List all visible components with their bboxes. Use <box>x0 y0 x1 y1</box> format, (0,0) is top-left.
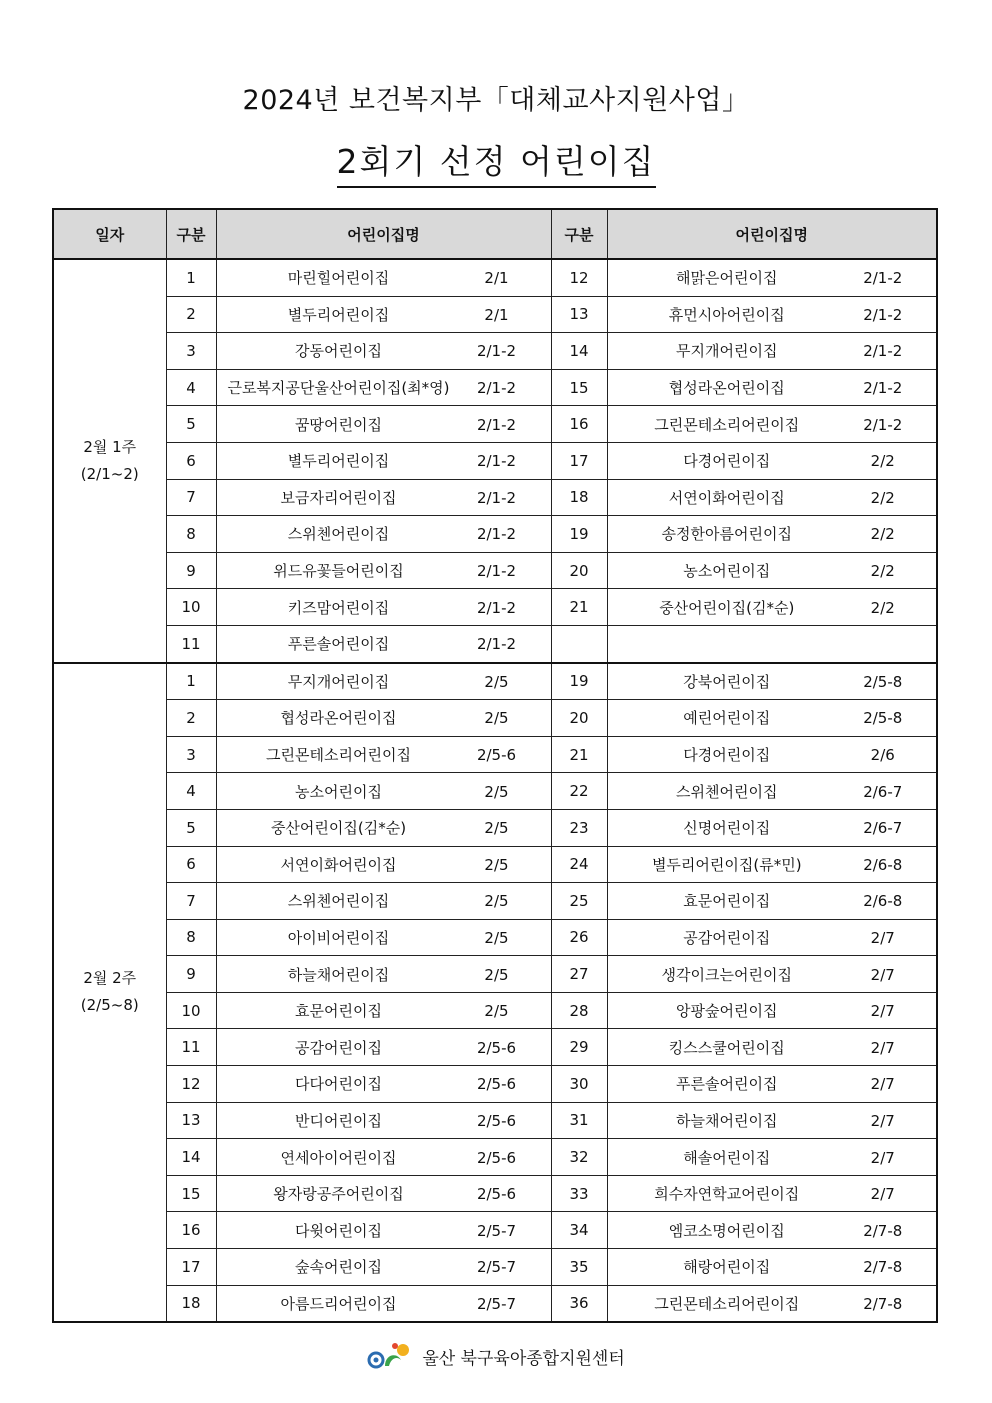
daycare-name: 생각이크는어린이집 <box>661 965 792 984</box>
right-name-cell <box>607 956 937 993</box>
support-date: 2/6-8 <box>863 855 903 874</box>
left-no-cell: 3 <box>166 333 216 370</box>
left-name-cell <box>216 369 551 406</box>
left-no-cell: 4 <box>166 773 216 810</box>
document-title: 2024년 보건복지부「대체교사지원사업」 <box>242 85 750 116</box>
support-date: 2/5 <box>484 855 509 874</box>
week-cell <box>53 259 166 663</box>
right-no-cell: 25 <box>551 883 607 920</box>
header-name: 어린이집명 <box>216 209 551 259</box>
left-name-cell <box>216 1102 551 1139</box>
daycare-name: 무지개어린이집 <box>287 672 390 691</box>
table-row <box>53 442 937 479</box>
support-date: 2/5-8 <box>863 672 903 691</box>
support-date: 2/1-2 <box>476 452 517 471</box>
table-row <box>53 883 937 920</box>
daycare-name: 공감어린이집 <box>683 928 771 947</box>
daycare-name: 협성라온어린이집 <box>668 379 785 398</box>
right-name-cell <box>607 516 937 553</box>
right-name-cell <box>607 625 937 662</box>
daycare-name: 꿈땅어린이집 <box>295 415 382 434</box>
table-row <box>53 1175 937 1212</box>
left-name-cell <box>216 956 551 993</box>
left-name-cell <box>216 992 551 1029</box>
support-date: 2/5-7 <box>476 1221 517 1240</box>
support-date: 2/5 <box>484 928 509 947</box>
header-no-right: 구분 <box>551 209 607 259</box>
daycare-name: 강북어린이집 <box>683 672 771 691</box>
week-label: 2월 1주 <box>83 437 137 456</box>
daycare-name: 반디어린이집 <box>295 1111 382 1130</box>
daycare-name: 농소어린이집 <box>295 782 382 801</box>
right-name-cell <box>607 442 937 479</box>
left-no-cell: 7 <box>166 479 216 516</box>
left-no-cell: 10 <box>166 992 216 1029</box>
right-name-cell <box>607 369 937 406</box>
left-name-cell <box>216 1175 551 1212</box>
support-date: 2/2 <box>870 525 895 544</box>
support-date: 2/1-2 <box>863 305 903 324</box>
right-name-cell <box>607 1029 937 1066</box>
table-row <box>53 333 937 370</box>
left-no-cell: 9 <box>166 552 216 589</box>
table-row <box>53 296 937 333</box>
support-date: 2/2 <box>870 488 895 507</box>
left-name-cell <box>216 773 551 810</box>
left-no-cell: 10 <box>166 589 216 626</box>
left-no-cell: 6 <box>166 442 216 479</box>
daycare-name: 협성라온어린이집 <box>280 709 397 728</box>
table-row <box>53 552 937 589</box>
support-date: 2/6 <box>870 746 895 765</box>
left-name-cell <box>216 589 551 626</box>
support-date: 2/1-2 <box>863 269 903 288</box>
left-name-cell <box>216 846 551 883</box>
support-date: 2/7-8 <box>863 1258 903 1277</box>
right-name-cell <box>607 919 937 956</box>
right-no-cell: 21 <box>551 736 607 773</box>
table-row <box>53 700 937 737</box>
left-name-cell <box>216 919 551 956</box>
left-no-cell: 4 <box>166 369 216 406</box>
left-name-cell <box>216 442 551 479</box>
week-cell <box>53 663 166 1323</box>
daycare-name: 왕자랑공주어린이집 <box>273 1185 404 1204</box>
support-date: 2/1-2 <box>476 635 517 654</box>
support-date: 2/5-7 <box>476 1294 517 1313</box>
support-date: 2/7 <box>870 1111 895 1130</box>
support-date: 2/1-2 <box>863 379 903 398</box>
left-name-cell <box>216 1249 551 1286</box>
left-name-cell <box>216 663 551 700</box>
daycare-name: 보금자리어린이집 <box>280 488 397 507</box>
support-date: 2/6-7 <box>863 782 903 801</box>
left-no-cell: 2 <box>166 296 216 333</box>
table-row <box>53 736 937 773</box>
left-no-cell: 6 <box>166 846 216 883</box>
table-row <box>53 956 937 993</box>
right-name-cell <box>607 846 937 883</box>
daycare-name: 엠코소명어린이집 <box>668 1221 785 1240</box>
right-no-cell: 20 <box>551 700 607 737</box>
selection-table <box>52 208 938 1323</box>
table-row <box>53 919 937 956</box>
left-no-cell: 18 <box>166 1285 216 1322</box>
right-name-cell <box>607 1249 937 1286</box>
right-name-cell <box>607 479 937 516</box>
right-name-cell <box>607 333 937 370</box>
right-no-cell: 22 <box>551 773 607 810</box>
right-name-cell <box>607 1102 937 1139</box>
daycare-name: 별두리어린이집 <box>287 452 390 471</box>
right-name-cell <box>607 992 937 1029</box>
daycare-name: 킹스스쿨어린이집 <box>668 1038 785 1057</box>
left-name-cell <box>216 333 551 370</box>
right-name-cell <box>607 259 937 296</box>
support-date: 2/6-8 <box>863 892 903 911</box>
daycare-name: 휴먼시아어린이집 <box>668 305 785 324</box>
table-row <box>53 1285 937 1322</box>
table-row <box>53 516 937 553</box>
daycare-name: 중산어린이집(김*순) <box>659 598 795 617</box>
daycare-name: 공감어린이집 <box>295 1038 382 1057</box>
left-no-cell: 13 <box>166 1102 216 1139</box>
daycare-name: 스위첸어린이집 <box>287 525 390 544</box>
daycare-name: 그린몬테소리어린이집 <box>654 415 800 434</box>
right-name-cell <box>607 773 937 810</box>
support-date: 2/1-2 <box>476 342 517 361</box>
right-no-cell: 31 <box>551 1102 607 1139</box>
table-row <box>53 846 937 883</box>
table-row <box>53 992 937 1029</box>
week-label: 2월 2주 <box>83 969 137 988</box>
daycare-name: 푸른솔어린이집 <box>287 635 390 654</box>
daycare-name: 강동어린이집 <box>295 342 382 361</box>
left-name-cell <box>216 625 551 662</box>
daycare-name: 숲속어린이집 <box>295 1258 382 1277</box>
support-date: 2/1-2 <box>476 488 517 507</box>
support-date: 2/7 <box>870 965 895 984</box>
support-date: 2/7-8 <box>863 1294 903 1313</box>
daycare-name: 연세아이어린이집 <box>280 1148 397 1167</box>
daycare-name: 하늘채어린이집 <box>676 1111 778 1130</box>
left-name-cell <box>216 1139 551 1176</box>
left-name-cell <box>216 736 551 773</box>
support-date: 2/1-2 <box>863 415 903 434</box>
support-date: 2/7 <box>870 1038 895 1057</box>
support-date: 2/2 <box>870 452 895 471</box>
table-header-row <box>53 209 937 259</box>
footer <box>0 1340 992 1372</box>
left-name-cell <box>216 1212 551 1249</box>
table-row <box>53 809 937 846</box>
daycare-name: 위드유꽃들어린이집 <box>273 562 404 581</box>
support-date: 2/7 <box>870 1148 895 1167</box>
daycare-name: 서연이화어린이집 <box>280 855 397 874</box>
right-name-cell <box>607 1285 937 1322</box>
left-no-cell: 8 <box>166 919 216 956</box>
left-name-cell <box>216 259 551 296</box>
left-no-cell: 17 <box>166 1249 216 1286</box>
support-date: 2/1 <box>484 305 509 324</box>
table-row <box>53 1139 937 1176</box>
table-row <box>53 1249 937 1286</box>
daycare-name: 농소어린이집 <box>683 562 771 581</box>
right-no-cell: 35 <box>551 1249 607 1286</box>
support-date: 2/7 <box>870 928 895 947</box>
right-name-cell <box>607 700 937 737</box>
daycare-name: 다다어린이집 <box>295 1075 382 1094</box>
center-logo-icon <box>367 1340 413 1372</box>
daycare-name: 해솔어린이집 <box>683 1148 771 1167</box>
right-no-cell: 26 <box>551 919 607 956</box>
right-no-cell: 29 <box>551 1029 607 1066</box>
support-date: 2/5 <box>484 892 509 911</box>
right-no-cell: 14 <box>551 333 607 370</box>
right-no-cell: 24 <box>551 846 607 883</box>
right-no-cell: 16 <box>551 406 607 443</box>
right-no-cell: 13 <box>551 296 607 333</box>
daycare-name: 별두리어린이집(류*민) <box>651 855 802 874</box>
right-no-cell: 32 <box>551 1139 607 1176</box>
left-no-cell: 1 <box>166 663 216 700</box>
right-no-cell <box>551 625 607 662</box>
right-name-cell <box>607 809 937 846</box>
table-row <box>53 1212 937 1249</box>
support-date: 2/5 <box>484 819 509 838</box>
table-row <box>53 369 937 406</box>
daycare-name: 해맑은어린이집 <box>676 269 778 288</box>
table-row <box>53 1029 937 1066</box>
left-name-cell <box>216 516 551 553</box>
header-name-right: 어린이집명 <box>607 209 937 259</box>
support-date: 2/6-7 <box>863 819 903 838</box>
right-no-cell: 18 <box>551 479 607 516</box>
support-date: 2/7 <box>870 1002 895 1021</box>
table-row <box>53 479 937 516</box>
left-no-cell: 3 <box>166 736 216 773</box>
support-date: 2/1-2 <box>476 379 517 398</box>
daycare-name: 하늘채어린이집 <box>287 965 390 984</box>
left-no-cell: 1 <box>166 259 216 296</box>
support-date: 2/7-8 <box>863 1221 903 1240</box>
header-no: 구분 <box>166 209 216 259</box>
support-date: 2/5-6 <box>476 746 517 765</box>
daycare-name: 앙팡숲어린이집 <box>676 1002 778 1021</box>
daycare-name: 아이비어린이집 <box>287 928 390 947</box>
right-no-cell: 27 <box>551 956 607 993</box>
table-row <box>53 1066 937 1103</box>
support-date: 2/1-2 <box>476 415 517 434</box>
support-date: 2/2 <box>870 598 895 617</box>
support-date: 2/1-2 <box>476 562 517 581</box>
support-date: 2/2 <box>870 562 895 581</box>
left-name-cell <box>216 552 551 589</box>
right-name-cell <box>607 589 937 626</box>
right-no-cell: 17 <box>551 442 607 479</box>
right-name-cell <box>607 736 937 773</box>
right-no-cell: 28 <box>551 992 607 1029</box>
right-no-cell: 12 <box>551 259 607 296</box>
left-no-cell: 11 <box>166 1029 216 1066</box>
left-name-cell <box>216 406 551 443</box>
left-name-cell <box>216 700 551 737</box>
table-row <box>53 663 937 700</box>
support-date: 2/7 <box>870 1185 895 1204</box>
table-row <box>53 406 937 443</box>
daycare-name: 서연이화어린이집 <box>668 488 785 507</box>
daycare-name: 마린힐어린이집 <box>287 269 390 288</box>
daycare-name: 송정한아름어린이집 <box>661 525 792 544</box>
left-name-cell <box>216 1285 551 1322</box>
daycare-name: 아름드리어린이집 <box>280 1294 397 1313</box>
document-subtitle: 2회기 선정 어린이집 <box>337 136 656 188</box>
left-no-cell: 16 <box>166 1212 216 1249</box>
right-no-cell: 30 <box>551 1066 607 1103</box>
left-no-cell: 11 <box>166 625 216 662</box>
support-date: 2/5 <box>484 782 509 801</box>
left-no-cell: 9 <box>166 956 216 993</box>
daycare-name: 다경어린이집 <box>683 452 771 471</box>
support-date: 2/5-6 <box>476 1038 517 1057</box>
right-no-cell: 36 <box>551 1285 607 1322</box>
right-no-cell: 33 <box>551 1175 607 1212</box>
left-name-cell <box>216 296 551 333</box>
left-no-cell: 14 <box>166 1139 216 1176</box>
week-range: (2/1~2) <box>80 464 139 483</box>
daycare-name: 다윗어린이집 <box>295 1221 382 1240</box>
left-name-cell <box>216 1066 551 1103</box>
daycare-name: 푸른솔어린이집 <box>676 1075 778 1094</box>
support-date: 2/5-6 <box>476 1075 517 1094</box>
right-no-cell: 20 <box>551 552 607 589</box>
daycare-name: 별두리어린이집 <box>287 305 390 324</box>
support-date: 2/1-2 <box>476 598 517 617</box>
right-name-cell <box>607 883 937 920</box>
right-no-cell: 19 <box>551 516 607 553</box>
daycare-name: 효문어린이집 <box>295 1002 382 1021</box>
left-no-cell: 5 <box>166 406 216 443</box>
right-name-cell <box>607 1212 937 1249</box>
daycare-name: 무지개어린이집 <box>676 342 778 361</box>
table-row <box>53 625 937 662</box>
support-date: 2/5-6 <box>476 1185 517 1204</box>
table-row <box>53 589 937 626</box>
daycare-name: 효문어린이집 <box>683 892 771 911</box>
right-name-cell <box>607 1066 937 1103</box>
support-date: 2/5 <box>484 672 509 691</box>
table-row <box>53 773 937 810</box>
right-name-cell <box>607 1139 937 1176</box>
right-no-cell: 23 <box>551 809 607 846</box>
left-no-cell: 8 <box>166 516 216 553</box>
daycare-name: 그린몬테소리어린이집 <box>266 746 411 765</box>
header-date: 일자 <box>53 209 166 259</box>
right-name-cell <box>607 1175 937 1212</box>
left-name-cell <box>216 809 551 846</box>
support-date: 2/5 <box>484 709 509 728</box>
daycare-name: 다경어린이집 <box>683 746 771 765</box>
support-date: 2/1-2 <box>863 342 903 361</box>
left-no-cell: 2 <box>166 700 216 737</box>
left-name-cell <box>216 883 551 920</box>
right-name-cell <box>607 406 937 443</box>
right-no-cell: 21 <box>551 589 607 626</box>
daycare-name: 해랑어린이집 <box>683 1258 771 1277</box>
support-date: 2/5-6 <box>476 1148 517 1167</box>
support-date: 2/1 <box>484 269 509 288</box>
right-no-cell: 19 <box>551 663 607 700</box>
left-name-cell <box>216 1029 551 1066</box>
week-range: (2/5~8) <box>80 996 139 1015</box>
daycare-name: 희수자연학교어린이집 <box>654 1185 800 1204</box>
table-body <box>53 259 937 1322</box>
support-date: 2/5 <box>484 1002 509 1021</box>
right-no-cell: 15 <box>551 369 607 406</box>
left-no-cell: 5 <box>166 809 216 846</box>
support-date: 2/1-2 <box>476 525 517 544</box>
table-row <box>53 1102 937 1139</box>
table-row <box>53 259 937 296</box>
support-date: 2/5-7 <box>476 1258 517 1277</box>
daycare-name: 스위첸어린이집 <box>287 892 390 911</box>
left-no-cell: 12 <box>166 1066 216 1103</box>
right-no-cell: 34 <box>551 1212 607 1249</box>
right-name-cell <box>607 663 937 700</box>
daycare-name: 스위첸어린이집 <box>676 782 778 801</box>
daycare-name: 신명어린이집 <box>683 819 771 838</box>
left-no-cell: 7 <box>166 883 216 920</box>
support-date: 2/5-8 <box>863 709 903 728</box>
right-name-cell <box>607 552 937 589</box>
support-date: 2/7 <box>870 1075 895 1094</box>
daycare-name: 근로복지공단울산어린이집(최*영) <box>227 379 450 398</box>
daycare-name: 키즈맘어린이집 <box>287 598 390 617</box>
right-name-cell <box>607 296 937 333</box>
daycare-name: 그린몬테소리어린이집 <box>654 1294 800 1313</box>
daycare-name: 예린어린이집 <box>683 709 771 728</box>
daycare-name: 중산어린이집(김*순) <box>270 819 407 838</box>
support-date: 2/5-6 <box>476 1111 517 1130</box>
support-date: 2/5 <box>484 965 509 984</box>
footer-org-name: 울산 북구육아종합지원센터 <box>422 1348 625 1369</box>
left-no-cell: 15 <box>166 1175 216 1212</box>
left-name-cell <box>216 479 551 516</box>
